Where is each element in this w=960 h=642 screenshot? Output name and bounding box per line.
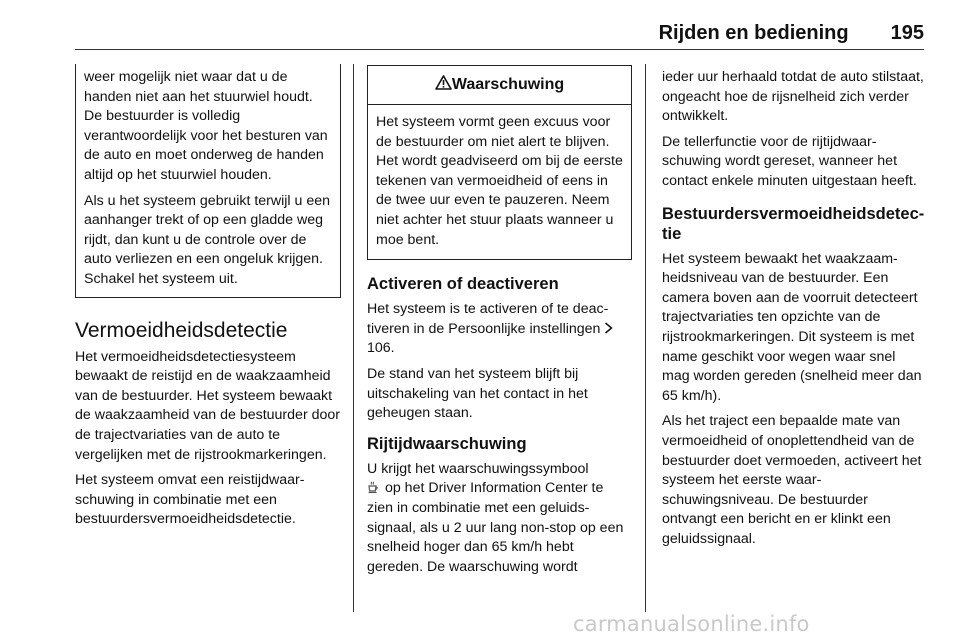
body-paragraph: Het vermoeidheidsdetectiesysteem bewaakt de reistijd en de waakzaamheid van de bestuurder. Het systeem bewaakt de waakzaamheid van de bestuurder door de trajectvariaties van de auto te vergelijken met de rijstrookmarkeringen. [75, 348, 341, 463]
body-paragraph: ieder uur herhaald totdat de auto stilstaat, ongeacht hoe de rijsnelheid zich verder ontwikkelt. [662, 69, 924, 125]
body-paragraph: De stand van het systeem blijft bij uitschakeling van het contact in het geheugen staan. [367, 365, 588, 422]
column-separator [353, 64, 354, 612]
coffee-cup-icon [367, 479, 381, 499]
column-1 [75, 68, 341, 536]
section-title: Rijden en bediening [658, 22, 849, 44]
body-text: Het systeem is te activeren of te deactiveren in de Persoonlijke instellingen [367, 301, 609, 337]
warning-title: Waarschuwing [451, 76, 565, 93]
column-2 [367, 68, 632, 583]
box-paragraph: weer mogelijk niet waar dat u de handen niet aan het stuurwiel houdt. De bestuurder is volledig verantwoordelijk voor het besturen van de auto en moet onderweg de handen altijd op het stuurwiel houden. [84, 69, 328, 183]
body-paragraph: Als het traject een bepaalde mate van vermoeidheid of onoplettendheid van de bestuurder doet vermoeden, activeert het systeem het eerste waarschuwingsniveau. De bestuurder ontvangt een bericht en er klinkt een geluidssignaal. [662, 413, 922, 547]
section-heading: Vermoeidheidsdetectie [75, 318, 288, 342]
body-paragraph: De tellerfunctie voor de rijtijdwaarschuwing wordt gereset, wanneer het contact enkele minuten uitgestaan heeft. [662, 133, 917, 189]
warning-header [368, 66, 631, 105]
subsection-heading: Bestuurdersvermoeidheidsdetectie [662, 204, 925, 243]
column-3 [662, 68, 926, 555]
body-text: U krijgt het waarschuwingssymbool [367, 460, 589, 477]
warning-box-continuation [75, 64, 341, 298]
page-header [75, 22, 924, 48]
column-separator [645, 64, 646, 612]
subsection-heading: Rijtijdwaarschuwing [367, 434, 527, 453]
page-number: 195 [890, 22, 924, 44]
subsection-heading: Activeren of deactiveren [367, 275, 559, 294]
watermark: carmanualsonline.info [573, 612, 810, 636]
page-reference-icon [604, 321, 613, 337]
warning-box [367, 65, 632, 260]
body-paragraph [367, 300, 632, 359]
body-paragraph: Het systeem omvat een reistijdwaarschuwing in combinatie met een bestuurdersvermoeidheidsdetectie. [75, 472, 305, 528]
header-rule [75, 49, 924, 50]
body-text: op het Driver Information Center te zien in combinatie met een geluidssignaal, als u 2 uur lang non-stop op een snelheid hoger dan 65 km/h hebt gereden. De waarschuwing wordt [367, 480, 624, 575]
body-paragraph: Het systeem bewaakt het waakzaamheidsniveau van de bestuurder. Een camera boven aan de voorruit detecteert trajectvariaties ten opzichte van de rijstrookmarkeringen. Dit systeem is met name geschikt voor wegen waar snel mag worden gereden (snelheid meer dan 65 km/h). [662, 250, 922, 404]
box-paragraph: Als u het systeem gebruikt terwijl u een aanhanger trekt of op een gladde weg rijdt, dan kunt u de controle over de auto verliezen en een ongeluk krijgen. Schakel het systeem uit. [84, 192, 331, 287]
warning-triangle-icon [435, 66, 452, 104]
body-paragraph [367, 460, 632, 578]
warning-text: Het systeem vormt geen excuus voor de bestuurder om niet alert te blijven. Het wordt geadviseerd om bij de eerste tekenen van vermoeidheid of eens in de twee uur even te pauzeren. Neem niet achter het stuur plaats wanneer u moe bent. [376, 114, 623, 248]
page-reference[interactable]: 106. [367, 340, 395, 357]
